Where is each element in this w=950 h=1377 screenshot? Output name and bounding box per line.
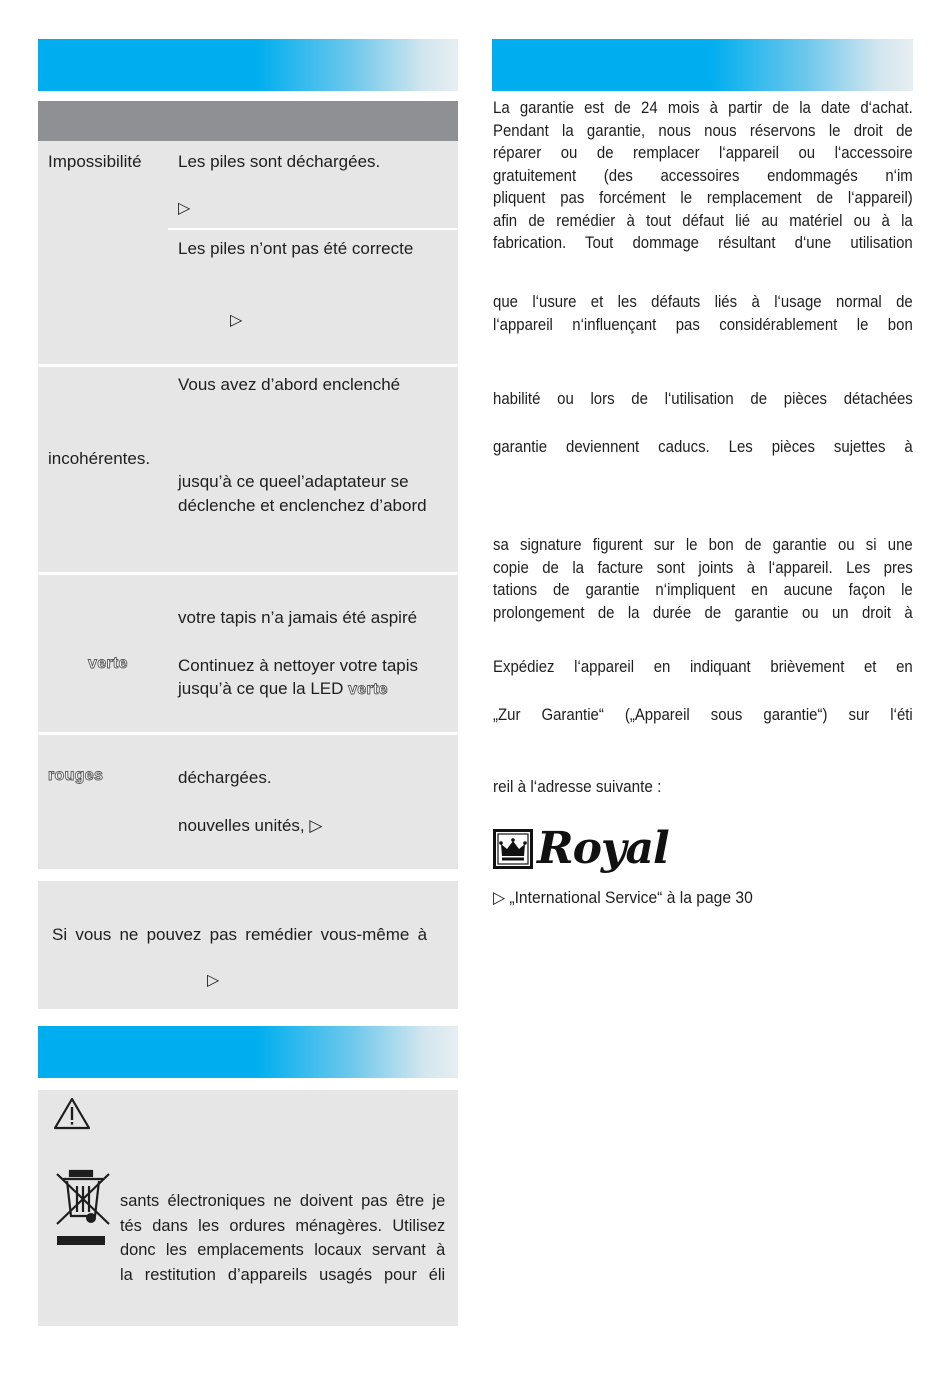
address-intro: reil à l‘adresse suivante : [493, 777, 662, 796]
warranty-line-text: Expédiez l‘appareil en indiquant brièvement et en [493, 657, 913, 676]
arrow-icon: ▷ [230, 312, 243, 329]
cause-text: votre tapis n’a jamais été aspiré [178, 608, 418, 627]
warranty-line [493, 436, 913, 459]
led-color-label: rouges [48, 767, 104, 784]
led-color-label: verte [88, 655, 128, 672]
international-service-link[interactable]: ▷ „International Service“ à la page 30 [493, 888, 753, 907]
warranty-line: l‘appareil n‘influençant pas considérablement le bon [493, 314, 913, 334]
crown-icon [493, 829, 533, 869]
warranty-line: La garantie est de 24 mois à partir de la date d‘achat. [493, 98, 913, 117]
cause-text: déchargées. [178, 768, 272, 787]
warranty-line-text: garantie deviennent caducs. Les pièces sujettes à [493, 437, 913, 456]
warranty-line: sa signature figurent sur le bon de garantie ou si une [493, 535, 913, 554]
crossed-bin-icon [53, 1168, 113, 1252]
disposal-line: la restitution d’appareils usagés pour éli [120, 1264, 446, 1284]
warranty-line [493, 388, 913, 411]
warranty-line-text: habilité ou lors de l‘utilisation de pièces détachées [493, 389, 913, 408]
cause-text [178, 678, 388, 701]
warranty-line [493, 704, 913, 727]
right-section-header-band [492, 39, 913, 91]
warranty-line: Pendant la garantie, nous nous réservons le droit de [493, 120, 913, 140]
royal-logo [493, 823, 669, 874]
cause-text: déclenche et enclenchez d’abord [178, 496, 427, 515]
left-section-header-band [38, 39, 458, 91]
warranty-line: fabrication. Tout dommage résultant d‘une utilisation [493, 233, 913, 252]
cause-text: Les piles sont déchargées. [178, 152, 381, 171]
cause-text: Continuez à nettoyer votre tapis [178, 656, 419, 675]
warranty-line [493, 656, 913, 679]
warranty-line: afin de remédier à tout défaut lié au matériel ou à la [493, 210, 913, 230]
warning-triangle-icon [53, 1097, 91, 1131]
disposal-line: sants électroniques ne doivent pas être je [120, 1191, 446, 1210]
row-separator [38, 732, 458, 735]
warranty-line: gratuitement (des accessoires endommagés n‘im [493, 165, 913, 185]
warranty-line: pliquent pas forcément le remplacement de l‘appareil) [493, 188, 913, 207]
disposal-line: donc les emplacements locaux servant à [120, 1240, 446, 1259]
warranty-paragraph [493, 97, 913, 255]
service-text: Si vous ne pouvez pas remédier vous-même à [52, 925, 428, 944]
disposal-line: tés dans les ordures ménagères. Utilisez [120, 1215, 446, 1235]
led-color-label: verte [348, 681, 388, 698]
disposal-text [120, 1189, 445, 1287]
warranty-line: réparer ou de remplacer l‘appareil ou l‘accessoire [493, 143, 913, 162]
warranty-line: prolongement de la durée de garantie ou un droit à [493, 602, 913, 622]
row-separator [38, 364, 458, 367]
warranty-line: copie de la facture sont joints à l‘appareil. Les pres [493, 557, 913, 577]
row-separator [168, 228, 458, 230]
disposal-section-header-band [38, 1026, 458, 1078]
row-separator [38, 572, 458, 575]
warranty-line: tations de garantie n‘impliquent en aucune façon le [493, 580, 913, 599]
cause-text: jusqu’à ce queel’adaptateur se [178, 472, 409, 491]
warranty-paragraph [493, 291, 913, 336]
table-header-bar [38, 101, 458, 141]
arrow-icon: ▷ [178, 200, 191, 217]
warranty-paragraph [493, 534, 913, 624]
cause-text: Vous avez d’abord enclenché [178, 375, 401, 394]
royal-wordmark: Royal [537, 823, 669, 874]
cause-text: Les piles n’ont pas été correcte [178, 239, 414, 258]
warranty-line-text: „Zur Garantie“ („Appareil sous garantie“) sur l‘éti [493, 705, 913, 724]
cause-text: nouvelles unités, ▷ [178, 816, 323, 835]
cause-text-prefix: jusqu’à ce que la LED [178, 679, 349, 698]
problem-label: incohérentes. [48, 449, 151, 468]
warranty-line: que l‘usure et les défauts liés à l‘usage normal de [493, 292, 913, 311]
arrow-icon: ▷ [207, 972, 220, 989]
problem-label: Impossibilité [48, 152, 142, 171]
